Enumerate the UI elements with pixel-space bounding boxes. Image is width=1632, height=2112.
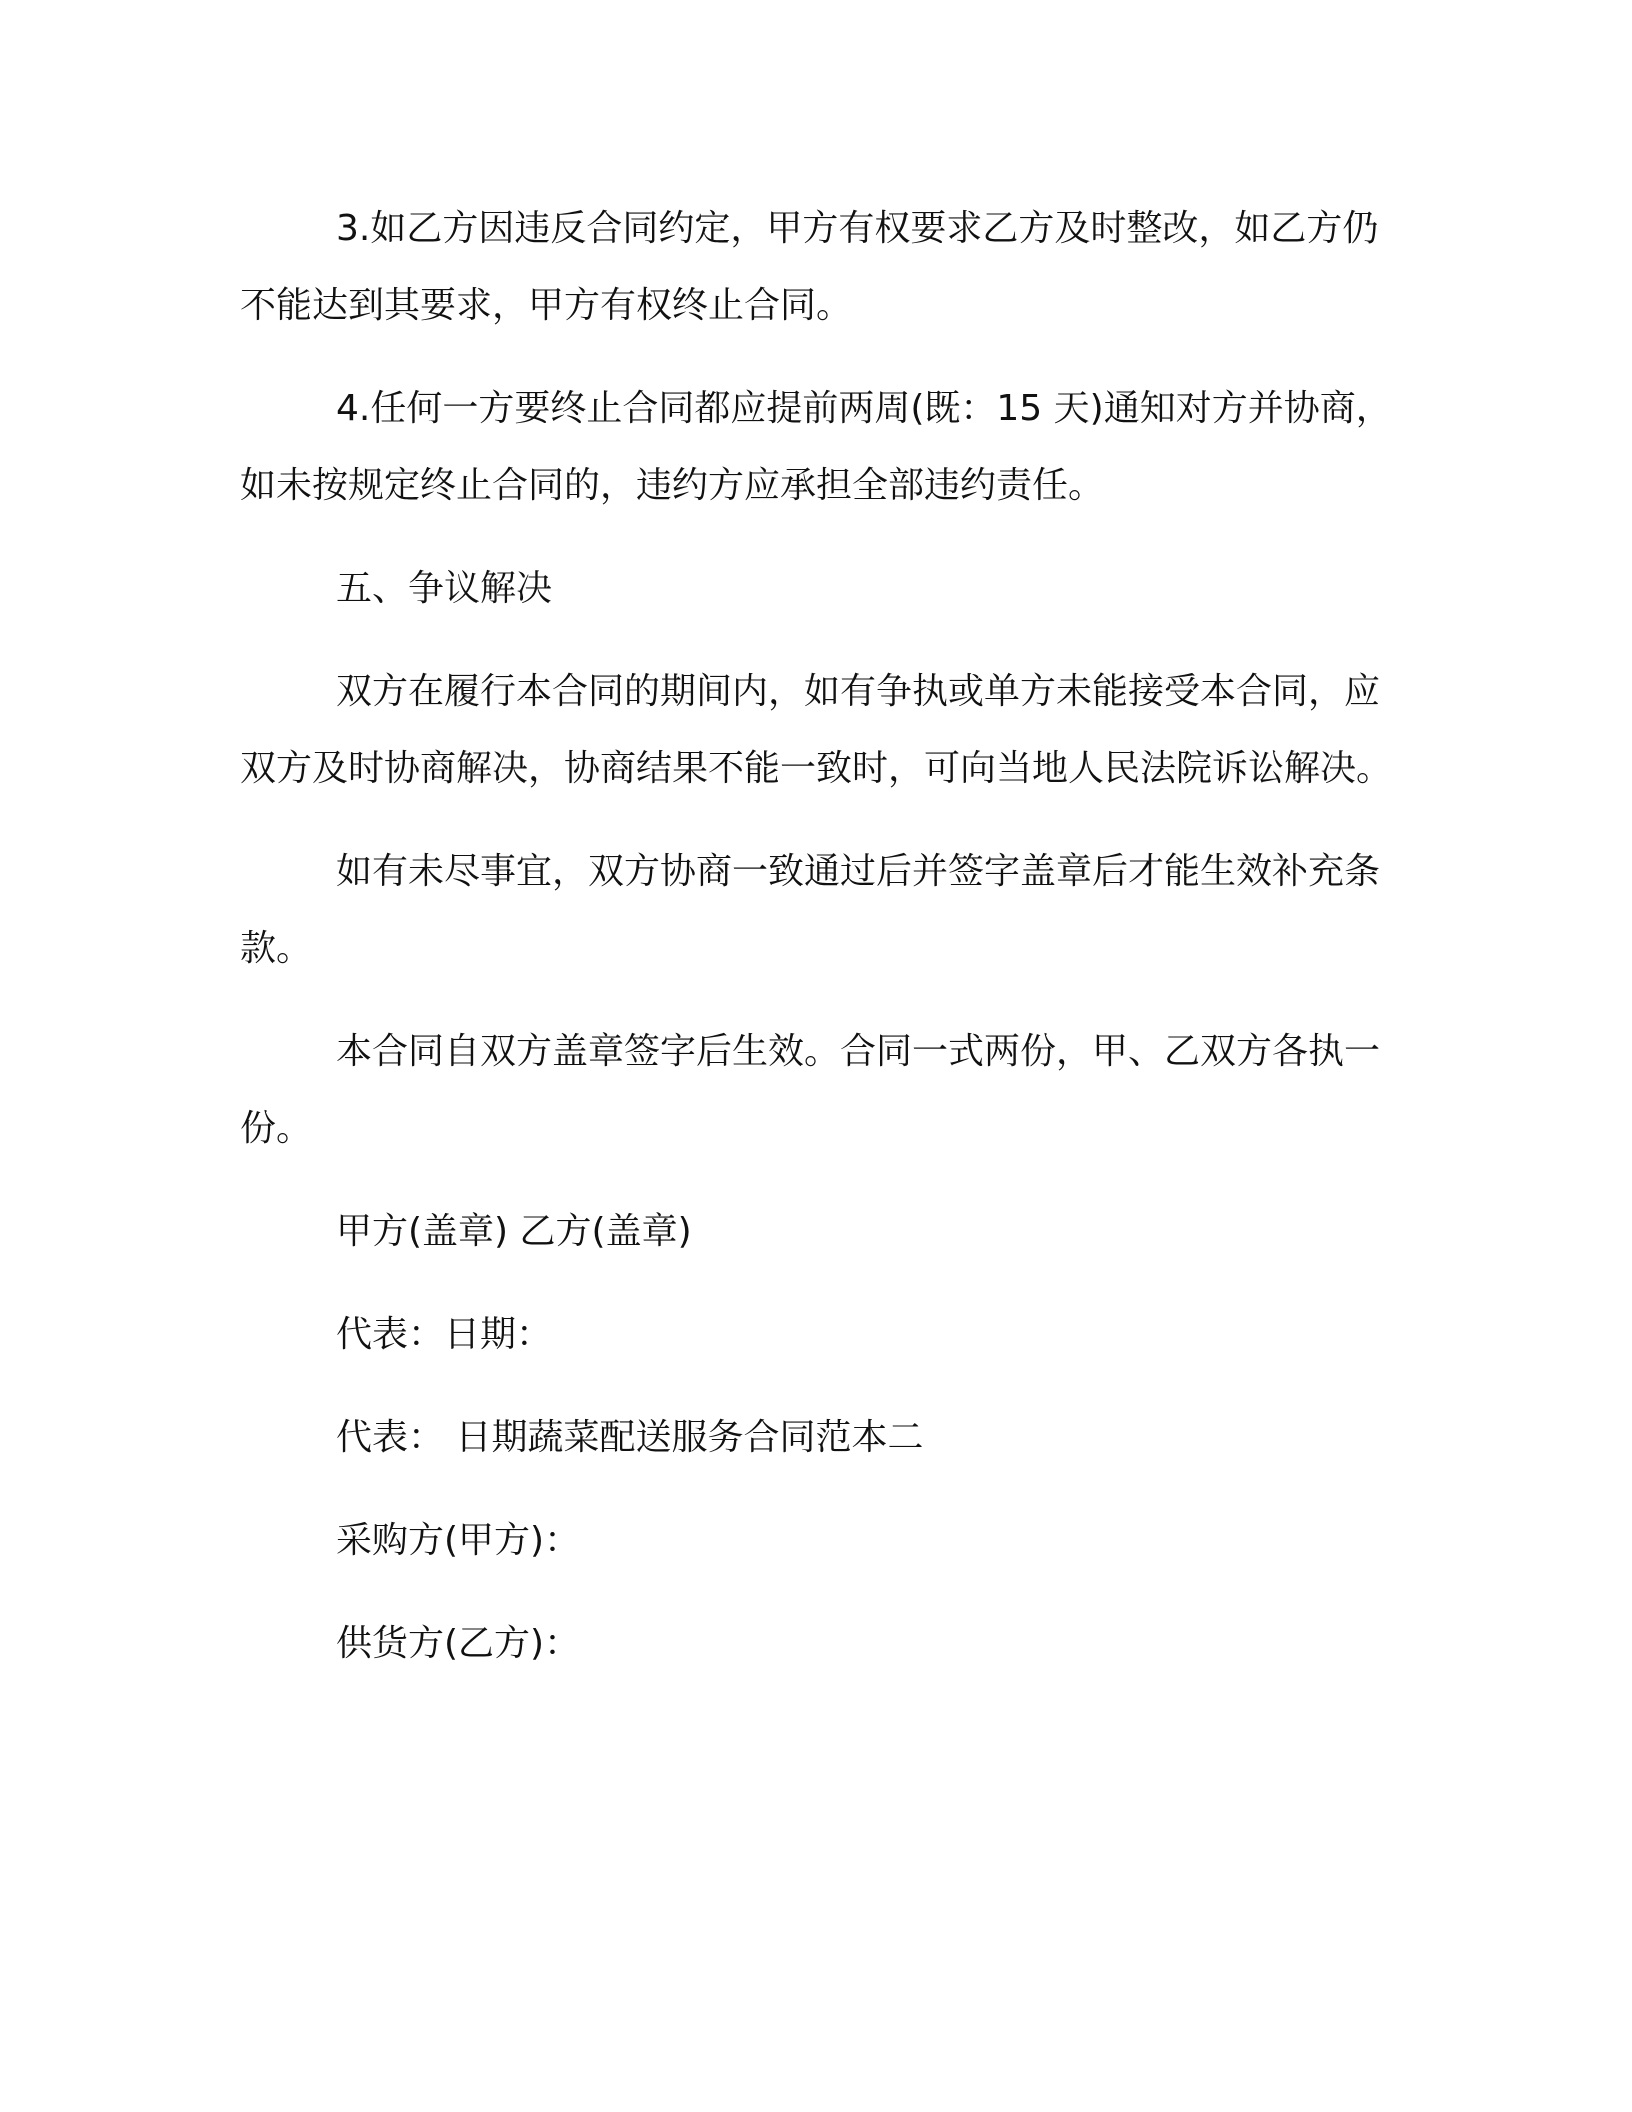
representative-date-title-line: 代表： 日期蔬菜配送服务合同范本二: [336, 1417, 924, 1458]
dispute-resolution-text: 双方在履行本合同的期间内，如有争执或单方未能接受本合同，应双方及时协商解决，协商结果不能一致时，可向当地人民法院诉讼解决。: [240, 671, 1393, 789]
purchaser-line: 采购方(甲方)：: [336, 1520, 581, 1561]
representative-date-line: 代表：日期：: [336, 1314, 553, 1355]
clause-3: 3.如乙方因违反合同约定，甲方有权要求乙方及时整改，如乙方仍不能达到其要求，甲方有权终止合同。: [240, 208, 1379, 326]
seal-line: 甲方(盖章) 乙方(盖章): [336, 1211, 692, 1252]
clause-4: 4.任何一方要终止合同都应提前两周(既：15 天)通知对方并协商，如未按规定终止合同的，违约方应承担全部违约责任。: [240, 388, 1392, 506]
supplier-line: 供货方(乙方)：: [336, 1623, 581, 1664]
section-heading-dispute: 五、争议解决: [336, 568, 553, 609]
supplementary-terms-text: 如有未尽事宜，双方协商一致通过后并签字盖章后才能生效补充条款。: [240, 851, 1381, 969]
document-body: [240, 190, 1400, 1708]
effectiveness-text: 本合同自双方盖章签字后生效。合同一式两份，甲、乙双方各执一份。: [240, 1031, 1381, 1149]
